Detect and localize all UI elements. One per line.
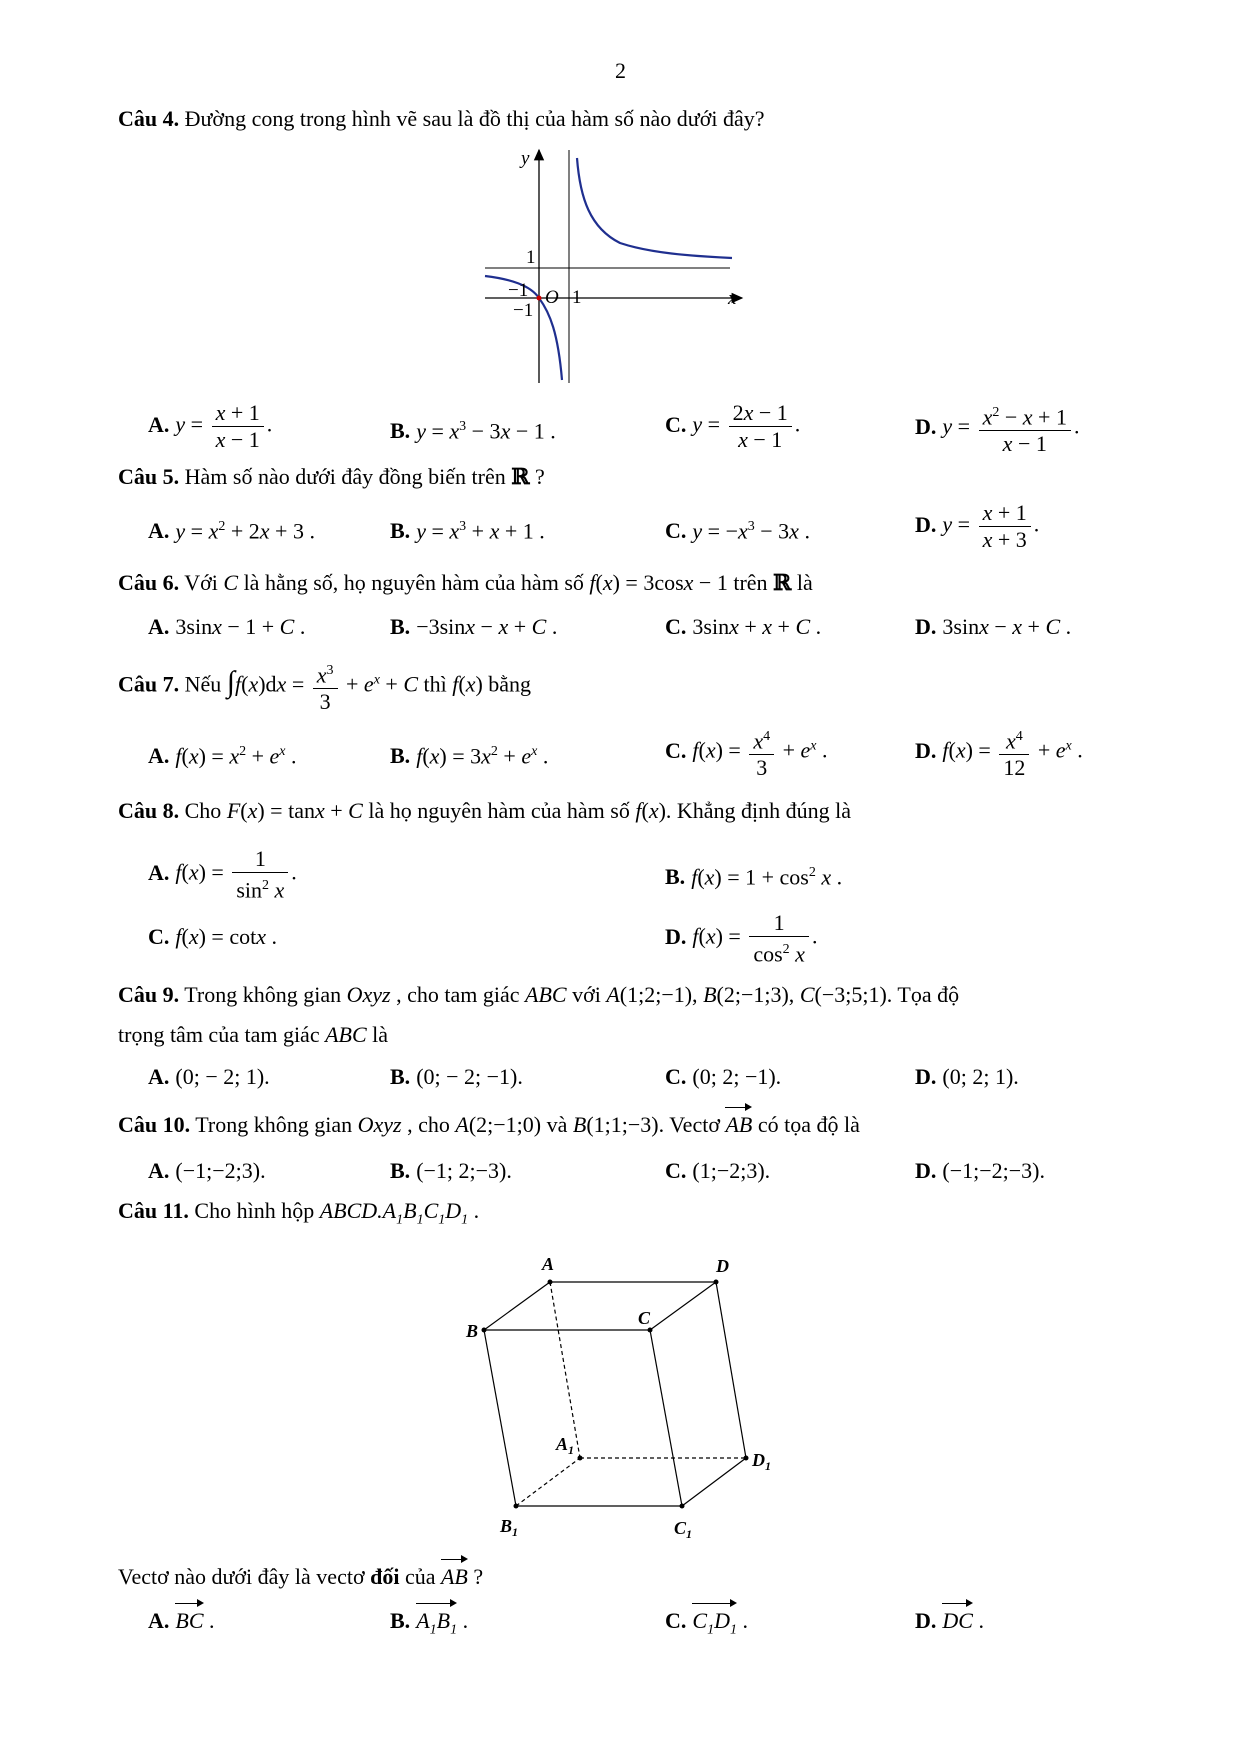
option-8c: C. f(x) = cotx . (148, 924, 277, 949)
tick-label-x-neg1: −1 (508, 280, 529, 301)
vertex-label-d1: $D_1$ (752, 1450, 771, 1473)
hyperbola-graph (480, 148, 750, 388)
question-9-line2: trọng tâm của tam giác ABC là (118, 1022, 389, 1047)
option-6b: B. −3sinx − x + C . (390, 614, 558, 639)
vertex-label-c1: $C_1$ (674, 1518, 693, 1540)
option-4a: A. y = $\frac{x + 1}{x - 1}$ . (148, 400, 273, 452)
vertex-label-b: B (466, 1321, 479, 1341)
origin-label: O (545, 287, 559, 308)
option-10c: C. (1;−2;3). (665, 1158, 771, 1183)
option-5d: D. y = $\frac{x + 1}{x + 3}$ . (915, 500, 1040, 552)
question-label: Câu 4. (118, 106, 180, 131)
tick-label-x-1: 1 (572, 287, 582, 308)
option-10b: B. (−1; 2;−3). (390, 1158, 512, 1183)
option-7d: D. f(x) = $\frac{x^4}{12}$ + $e^x$ . (915, 724, 1083, 781)
option-7b: B. $f(x) = 3x^2 + e^x$ . (390, 743, 549, 769)
question-6: Câu 6. Với C là hằng số, họ nguyên hàm của hàm số f(x) = 3cosx − 1 trên ℝ là (118, 570, 813, 596)
page-number: 2 (615, 58, 626, 83)
tick-label-y-1: 1 (526, 247, 536, 268)
x-axis-label: x (728, 288, 737, 309)
option-6d: D. 3sinx − x + C . (915, 614, 1072, 639)
option-11a: A. BC . (148, 1606, 215, 1636)
option-10a: A. (−1;−2;3). (148, 1158, 266, 1183)
option-11b: B. $A_1B_1$ . (390, 1606, 468, 1645)
question-9: Câu 9. Trong không gian Oxyz , cho tam giác ABC với A(1;2;−1), B(2;−1;3), C(−3;5;1). Tọa độ (118, 982, 960, 1007)
parallelepiped-figure (460, 1250, 780, 1540)
question-4 (118, 104, 765, 134)
option-9d: D. (0; 2; 1). (915, 1064, 1019, 1089)
question-11-followup: Vectơ nào dưới đây là vectơ đối của AB ? (118, 1562, 483, 1592)
option-4d: D. y = $\frac{x^2 - x + 1}{x - 1}$ . (915, 400, 1079, 457)
option-8b: B. $f(x) = 1 + \cos^2 x$ . (665, 864, 843, 890)
vertex-label-a: A (542, 1254, 555, 1274)
question-5: Câu 5. Hàm số nào dưới đây đồng biến trên ℝ ? (118, 464, 545, 490)
question-7: Câu 7. Nếu ∫f(x)dx = $\frac{x^3}{3}$ + $e^x + C$ thì f(x) bằng (118, 658, 531, 715)
option-9c: C. (0; 2; −1). (665, 1064, 782, 1089)
option-6c: C. 3sinx + x + C . (665, 614, 822, 639)
y-axis-label: y (521, 148, 530, 169)
option-5c: C. $y = -x^3 - 3x$ . (665, 518, 810, 544)
option-5a: A. $y = x^2 + 2x + 3$ . (148, 518, 315, 544)
option-7a: A. $f(x) = x^2 + e^x$ . (148, 743, 297, 769)
option-7c: C. f(x) = $\frac{x^4}{3}$ + $e^x$ . (665, 724, 828, 781)
option-11d: D. DC . (915, 1606, 984, 1636)
option-4c: C. y = $\frac{2x - 1}{x - 1}$ . (665, 400, 801, 452)
option-9b: B. (0; − 2; −1). (390, 1064, 523, 1089)
option-9a: A. (0; − 2; 1). (148, 1064, 270, 1089)
option-5b: B. $y = x^3 + x + 1$ . (390, 518, 545, 544)
question-10: Câu 10. Trong không gian Oxyz , cho A(2;−1;0) và B(1;1;−3). Vectơ AB có tọa độ là (118, 1110, 860, 1140)
vertex-label-b1: $B_1$ (500, 1516, 519, 1539)
option-11c: C. $C_1D_1$ . (665, 1606, 748, 1645)
option-6a: A. 3sinx − 1 + C . (148, 614, 306, 639)
question-text: Đường cong trong hình vẽ sau là đồ thị của hàm số nào dưới đây? (184, 106, 765, 131)
option-8d: D. f(x) = $\frac{1}{\cos^2 x}$ . (665, 910, 818, 967)
question-8: Câu 8. Cho F(x) = tanx + C là họ nguyên hàm của hàm số f(x). Khẳng định đúng là (118, 798, 852, 823)
option-4b: B. $y = x^3 - 3x - 1$ . (390, 418, 556, 444)
vertex-label-d: D (716, 1256, 729, 1276)
tick-label-y-neg1: −1 (513, 300, 534, 321)
vertex-label-a1: $A_1$ (556, 1434, 575, 1457)
vertex-label-c: C (638, 1308, 651, 1328)
question-11: Câu 11. Cho hình hộp $ABCD.A_1B_1C_1D_1$ . (118, 1198, 480, 1228)
option-10d: D. (−1;−2;−3). (915, 1158, 1045, 1183)
option-8a: A. f(x) = $\frac{1}{\sin^2 x}$ . (148, 846, 297, 903)
